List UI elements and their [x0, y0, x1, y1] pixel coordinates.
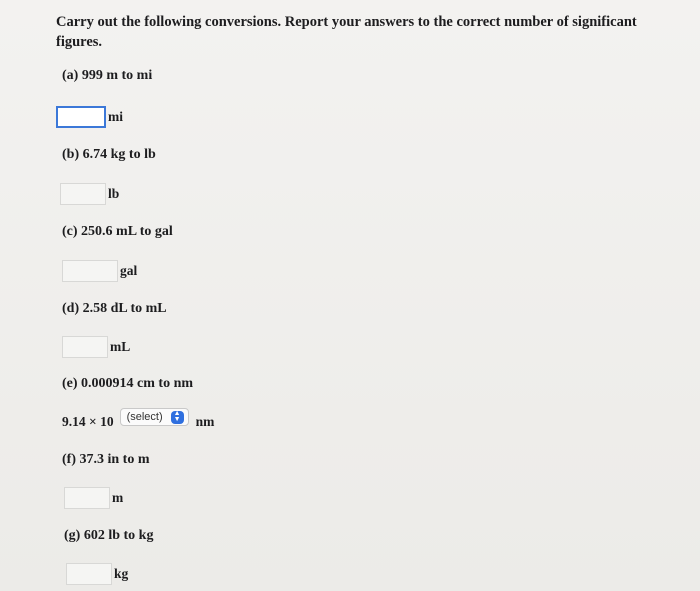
question-a [62, 68, 152, 84]
answer-f-unit: m [112, 490, 124, 505]
question-e-label: (e) [62, 376, 78, 391]
question-f-label: (f) [62, 452, 76, 467]
select-chevron-icon: ▲ ▼ [171, 411, 184, 424]
question-f [62, 452, 150, 468]
question-g-label: (g) [64, 528, 81, 543]
answer-b-unit: lb [108, 186, 120, 201]
instructions-text: Carry out the following conversions. Report your answers to the correct number of significant figures. [56, 14, 637, 50]
question-g [64, 528, 153, 544]
answer-c [62, 260, 137, 282]
answer-a [56, 106, 123, 128]
answer-d-unit: mL [110, 339, 131, 354]
question-d [62, 301, 167, 317]
exponent-select[interactable] [120, 408, 189, 426]
answer-e-unit: nm [195, 414, 215, 429]
answer-f-input[interactable] [64, 487, 110, 509]
answer-d [62, 336, 130, 358]
question-d-label: (d) [62, 301, 80, 316]
question-e-prompt: 0.000914 cm to nm [81, 376, 194, 391]
answer-a-unit: mi [108, 109, 123, 124]
question-a-label: (a) [62, 68, 79, 83]
answer-d-input[interactable] [62, 336, 108, 358]
exponent-select-value: (select) [126, 411, 163, 423]
answer-c-unit: gal [120, 263, 138, 278]
question-f-prompt: 37.3 in to m [79, 452, 150, 467]
question-b-prompt: 6.74 kg to lb [82, 147, 156, 162]
answer-g-input[interactable] [66, 563, 112, 585]
answer-a-input[interactable] [56, 106, 106, 128]
question-c-label: (c) [62, 224, 78, 239]
question-g-prompt: 602 lb to kg [83, 528, 154, 543]
answer-g [66, 563, 128, 585]
question-a-prompt: 999 m to mi [81, 68, 153, 83]
question-e [62, 376, 193, 392]
question-b [62, 147, 156, 163]
answer-b-input[interactable] [60, 183, 106, 205]
question-b-label: (b) [62, 147, 80, 162]
question-d-prompt: 2.58 dL to mL [82, 301, 167, 316]
answer-e-mantissa: 9.14 × 10 [62, 414, 114, 429]
question-c [62, 224, 173, 240]
answer-b [60, 183, 119, 205]
answer-e [62, 410, 215, 430]
answer-c-input[interactable] [62, 260, 118, 282]
answer-g-unit: kg [114, 566, 129, 581]
question-c-prompt: 250.6 mL to gal [81, 224, 173, 239]
answer-f [64, 487, 123, 509]
